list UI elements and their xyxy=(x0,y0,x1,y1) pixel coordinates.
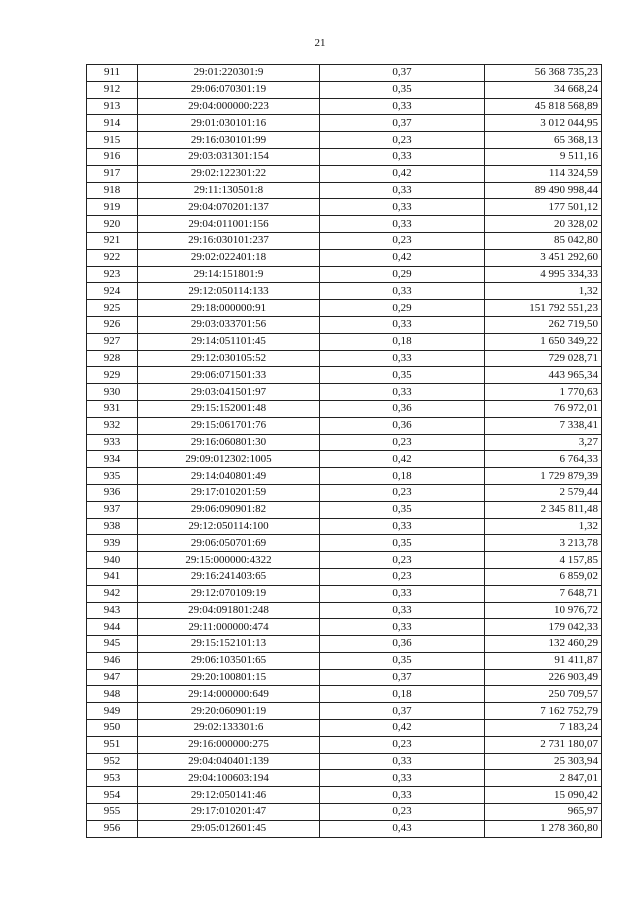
rate-cell: 0,33 xyxy=(320,384,485,401)
rate-cell: 0,37 xyxy=(320,115,485,132)
rate-cell: 0,33 xyxy=(320,770,485,787)
row-number-cell: 947 xyxy=(87,669,138,686)
rate-cell: 0,37 xyxy=(320,703,485,720)
table-row xyxy=(87,535,602,552)
row-number-cell: 929 xyxy=(87,367,138,384)
cadastral-number-cell: 29:04:091801:248 xyxy=(138,602,320,619)
rate-cell: 0,33 xyxy=(320,350,485,367)
table-row xyxy=(87,333,602,350)
cadastral-number-cell: 29:03:033701:56 xyxy=(138,316,320,333)
rate-cell: 0,18 xyxy=(320,468,485,485)
cadastral-number-cell: 29:15:152001:48 xyxy=(138,400,320,417)
value-cell: 2 731 180,07 xyxy=(485,736,602,753)
value-cell: 76 972,01 xyxy=(485,400,602,417)
row-number-cell: 935 xyxy=(87,468,138,485)
rate-cell: 0,18 xyxy=(320,333,485,350)
cadastral-number-cell: 29:18:000000:91 xyxy=(138,300,320,317)
table-row xyxy=(87,367,602,384)
cadastral-number-cell: 29:14:000000:649 xyxy=(138,686,320,703)
row-number-cell: 921 xyxy=(87,232,138,249)
rate-cell: 0,33 xyxy=(320,787,485,804)
value-cell: 3 213,78 xyxy=(485,535,602,552)
value-cell: 45 818 568,89 xyxy=(485,98,602,115)
value-cell: 3,27 xyxy=(485,434,602,451)
value-cell: 7 183,24 xyxy=(485,720,602,737)
table-row xyxy=(87,484,602,501)
table-row xyxy=(87,350,602,367)
cadastral-number-cell: 29:17:010201:59 xyxy=(138,484,320,501)
row-number-cell: 932 xyxy=(87,417,138,434)
cadastral-number-cell: 29:15:061701:76 xyxy=(138,417,320,434)
value-cell: 20 328,02 xyxy=(485,216,602,233)
table-body xyxy=(87,65,602,838)
row-number-cell: 946 xyxy=(87,652,138,669)
cadastral-number-cell: 29:17:010201:47 xyxy=(138,804,320,821)
table-row xyxy=(87,669,602,686)
table-row xyxy=(87,81,602,98)
row-number-cell: 930 xyxy=(87,384,138,401)
row-number-cell: 913 xyxy=(87,98,138,115)
row-number-cell: 941 xyxy=(87,568,138,585)
row-number-cell: 956 xyxy=(87,820,138,837)
table-row xyxy=(87,619,602,636)
row-number-cell: 937 xyxy=(87,501,138,518)
cadastral-number-cell: 29:16:030101:237 xyxy=(138,232,320,249)
rate-cell: 0,33 xyxy=(320,619,485,636)
value-cell: 25 303,94 xyxy=(485,753,602,770)
value-cell: 10 976,72 xyxy=(485,602,602,619)
cadastral-number-cell: 29:04:040401:139 xyxy=(138,753,320,770)
cadastral-number-cell: 29:12:050114:133 xyxy=(138,283,320,300)
value-cell: 4 157,85 xyxy=(485,552,602,569)
value-cell: 3 451 292,60 xyxy=(485,249,602,266)
row-number-cell: 936 xyxy=(87,484,138,501)
table-row xyxy=(87,165,602,182)
cadastral-number-cell: 29:01:030101:16 xyxy=(138,115,320,132)
row-number-cell: 940 xyxy=(87,552,138,569)
value-cell: 2 345 811,48 xyxy=(485,501,602,518)
rate-cell: 0,33 xyxy=(320,148,485,165)
row-number-cell: 952 xyxy=(87,753,138,770)
rate-cell: 0,35 xyxy=(320,367,485,384)
rate-cell: 0,33 xyxy=(320,602,485,619)
rate-cell: 0,33 xyxy=(320,316,485,333)
row-number-cell: 927 xyxy=(87,333,138,350)
row-number-cell: 928 xyxy=(87,350,138,367)
cadastral-number-cell: 29:06:090901:82 xyxy=(138,501,320,518)
table-row xyxy=(87,501,602,518)
value-cell: 1,32 xyxy=(485,283,602,300)
cadastral-number-cell: 29:02:133301:6 xyxy=(138,720,320,737)
row-number-cell: 955 xyxy=(87,804,138,821)
table-row xyxy=(87,283,602,300)
rate-cell: 0,23 xyxy=(320,804,485,821)
rate-cell: 0,33 xyxy=(320,518,485,535)
cadastral-number-cell: 29:16:060801:30 xyxy=(138,434,320,451)
row-number-cell: 939 xyxy=(87,535,138,552)
rate-cell: 0,42 xyxy=(320,165,485,182)
table-row xyxy=(87,753,602,770)
row-number-cell: 920 xyxy=(87,216,138,233)
rate-cell: 0,29 xyxy=(320,266,485,283)
value-cell: 177 501,12 xyxy=(485,199,602,216)
value-cell: 1 770,63 xyxy=(485,384,602,401)
cadastral-number-cell: 29:16:030101:99 xyxy=(138,132,320,149)
cadastral-number-cell: 29:20:060901:19 xyxy=(138,703,320,720)
value-cell: 2 847,01 xyxy=(485,770,602,787)
row-number-cell: 916 xyxy=(87,148,138,165)
row-number-cell: 925 xyxy=(87,300,138,317)
cadastral-number-cell: 29:12:030105:52 xyxy=(138,350,320,367)
cadastral-number-cell: 29:11:130501:8 xyxy=(138,182,320,199)
rate-cell: 0,23 xyxy=(320,434,485,451)
table-row xyxy=(87,736,602,753)
rate-cell: 0,33 xyxy=(320,199,485,216)
table-row xyxy=(87,249,602,266)
row-number-cell: 950 xyxy=(87,720,138,737)
value-cell: 1 729 879,39 xyxy=(485,468,602,485)
value-cell: 151 792 551,23 xyxy=(485,300,602,317)
table-row xyxy=(87,770,602,787)
value-cell: 7 648,71 xyxy=(485,585,602,602)
rate-cell: 0,23 xyxy=(320,484,485,501)
value-cell: 1,32 xyxy=(485,518,602,535)
row-number-cell: 924 xyxy=(87,283,138,300)
cadastral-number-cell: 29:15:152101:13 xyxy=(138,636,320,653)
value-cell: 132 460,29 xyxy=(485,636,602,653)
rate-cell: 0,18 xyxy=(320,686,485,703)
row-number-cell: 917 xyxy=(87,165,138,182)
rate-cell: 0,35 xyxy=(320,535,485,552)
row-number-cell: 948 xyxy=(87,686,138,703)
value-cell: 9 511,16 xyxy=(485,148,602,165)
cadastral-number-cell: 29:03:041501:97 xyxy=(138,384,320,401)
table-row xyxy=(87,652,602,669)
table-row xyxy=(87,434,602,451)
value-cell: 226 903,49 xyxy=(485,669,602,686)
rate-cell: 0,36 xyxy=(320,417,485,434)
rate-cell: 0,23 xyxy=(320,568,485,585)
rate-cell: 0,23 xyxy=(320,736,485,753)
value-cell: 179 042,33 xyxy=(485,619,602,636)
row-number-cell: 953 xyxy=(87,770,138,787)
rate-cell: 0,23 xyxy=(320,132,485,149)
cadastral-number-cell: 29:11:000000:474 xyxy=(138,619,320,636)
value-cell: 56 368 735,23 xyxy=(485,65,602,82)
row-number-cell: 918 xyxy=(87,182,138,199)
value-cell: 262 719,50 xyxy=(485,316,602,333)
rate-cell: 0,29 xyxy=(320,300,485,317)
rate-cell: 0,33 xyxy=(320,585,485,602)
cadastral-number-cell: 29:06:070301:19 xyxy=(138,81,320,98)
rate-cell: 0,33 xyxy=(320,98,485,115)
rate-cell: 0,35 xyxy=(320,652,485,669)
rate-cell: 0,42 xyxy=(320,720,485,737)
rate-cell: 0,42 xyxy=(320,451,485,468)
rate-cell: 0,33 xyxy=(320,216,485,233)
row-number-cell: 938 xyxy=(87,518,138,535)
value-cell: 2 579,44 xyxy=(485,484,602,501)
table-row xyxy=(87,820,602,837)
cadastral-number-cell: 29:05:012601:45 xyxy=(138,820,320,837)
table-row xyxy=(87,518,602,535)
row-number-cell: 943 xyxy=(87,602,138,619)
value-cell: 443 965,34 xyxy=(485,367,602,384)
table-row xyxy=(87,417,602,434)
table-row xyxy=(87,720,602,737)
cadastral-number-cell: 29:06:050701:69 xyxy=(138,535,320,552)
row-number-cell: 914 xyxy=(87,115,138,132)
table-row xyxy=(87,199,602,216)
table-row xyxy=(87,216,602,233)
table-row xyxy=(87,585,602,602)
table-row xyxy=(87,568,602,585)
row-number-cell: 926 xyxy=(87,316,138,333)
value-cell: 6 764,33 xyxy=(485,451,602,468)
row-number-cell: 949 xyxy=(87,703,138,720)
table-row xyxy=(87,552,602,569)
table-row xyxy=(87,686,602,703)
rate-cell: 0,23 xyxy=(320,552,485,569)
value-cell: 250 709,57 xyxy=(485,686,602,703)
rate-cell: 0,35 xyxy=(320,81,485,98)
cadastral-number-cell: 29:20:100801:15 xyxy=(138,669,320,686)
rate-cell: 0,33 xyxy=(320,182,485,199)
value-cell: 91 411,87 xyxy=(485,652,602,669)
table-row xyxy=(87,232,602,249)
value-cell: 34 668,24 xyxy=(485,81,602,98)
rate-cell: 0,37 xyxy=(320,669,485,686)
value-cell: 729 028,71 xyxy=(485,350,602,367)
cadastral-number-cell: 29:01:220301:9 xyxy=(138,65,320,82)
table-row xyxy=(87,148,602,165)
value-cell: 114 324,59 xyxy=(485,165,602,182)
cadastral-number-cell: 29:12:050114:100 xyxy=(138,518,320,535)
rate-cell: 0,33 xyxy=(320,283,485,300)
table-row xyxy=(87,602,602,619)
table-row xyxy=(87,266,602,283)
row-number-cell: 915 xyxy=(87,132,138,149)
cadastral-number-cell: 29:04:100603:194 xyxy=(138,770,320,787)
row-number-cell: 954 xyxy=(87,787,138,804)
table-row xyxy=(87,787,602,804)
value-cell: 4 995 334,33 xyxy=(485,266,602,283)
table-row xyxy=(87,804,602,821)
cadastral-number-cell: 29:02:022401:18 xyxy=(138,249,320,266)
value-cell: 15 090,42 xyxy=(485,787,602,804)
cadastral-number-cell: 29:16:241403:65 xyxy=(138,568,320,585)
value-cell: 1 650 349,22 xyxy=(485,333,602,350)
value-cell: 7 338,41 xyxy=(485,417,602,434)
cadastral-number-cell: 29:15:000000:4322 xyxy=(138,552,320,569)
value-cell: 7 162 752,79 xyxy=(485,703,602,720)
rate-cell: 0,33 xyxy=(320,753,485,770)
rate-cell: 0,23 xyxy=(320,232,485,249)
row-number-cell: 945 xyxy=(87,636,138,653)
row-number-cell: 912 xyxy=(87,81,138,98)
rate-cell: 0,42 xyxy=(320,249,485,266)
data-table xyxy=(86,64,602,838)
cadastral-number-cell: 29:14:051101:45 xyxy=(138,333,320,350)
row-number-cell: 911 xyxy=(87,65,138,82)
table-row xyxy=(87,636,602,653)
table-row xyxy=(87,300,602,317)
value-cell: 85 042,80 xyxy=(485,232,602,249)
table-row xyxy=(87,98,602,115)
value-cell: 89 490 998,44 xyxy=(485,182,602,199)
table-row xyxy=(87,132,602,149)
cadastral-number-cell: 29:12:050141:46 xyxy=(138,787,320,804)
row-number-cell: 934 xyxy=(87,451,138,468)
cadastral-number-cell: 29:06:103501:65 xyxy=(138,652,320,669)
page-number: 21 xyxy=(314,37,326,49)
cadastral-number-cell: 29:12:070109:19 xyxy=(138,585,320,602)
table-row xyxy=(87,316,602,333)
cadastral-number-cell: 29:03:031301:154 xyxy=(138,148,320,165)
table-row xyxy=(87,468,602,485)
row-number-cell: 951 xyxy=(87,736,138,753)
cadastral-number-cell: 29:14:151801:9 xyxy=(138,266,320,283)
cadastral-number-cell: 29:14:040801:49 xyxy=(138,468,320,485)
value-cell: 3 012 044,95 xyxy=(485,115,602,132)
table-row xyxy=(87,182,602,199)
value-cell: 1 278 360,80 xyxy=(485,820,602,837)
cadastral-number-cell: 29:04:011001:156 xyxy=(138,216,320,233)
cadastral-number-cell: 29:04:070201:137 xyxy=(138,199,320,216)
table-row xyxy=(87,400,602,417)
table-row xyxy=(87,115,602,132)
rate-cell: 0,36 xyxy=(320,636,485,653)
cadastral-number-cell: 29:04:000000:223 xyxy=(138,98,320,115)
row-number-cell: 931 xyxy=(87,400,138,417)
value-cell: 965,97 xyxy=(485,804,602,821)
row-number-cell: 922 xyxy=(87,249,138,266)
value-cell: 65 368,13 xyxy=(485,132,602,149)
rate-cell: 0,43 xyxy=(320,820,485,837)
cadastral-number-cell: 29:09:012302:1005 xyxy=(138,451,320,468)
cadastral-number-cell: 29:02:122301:22 xyxy=(138,165,320,182)
cadastral-number-cell: 29:06:071501:33 xyxy=(138,367,320,384)
rate-cell: 0,37 xyxy=(320,65,485,82)
row-number-cell: 942 xyxy=(87,585,138,602)
row-number-cell: 919 xyxy=(87,199,138,216)
cadastral-number-cell: 29:16:000000:275 xyxy=(138,736,320,753)
table-row xyxy=(87,703,602,720)
row-number-cell: 944 xyxy=(87,619,138,636)
row-number-cell: 923 xyxy=(87,266,138,283)
row-number-cell: 933 xyxy=(87,434,138,451)
rate-cell: 0,35 xyxy=(320,501,485,518)
table-row xyxy=(87,384,602,401)
value-cell: 6 859,02 xyxy=(485,568,602,585)
table-row xyxy=(87,451,602,468)
table-row xyxy=(87,65,602,82)
rate-cell: 0,36 xyxy=(320,400,485,417)
